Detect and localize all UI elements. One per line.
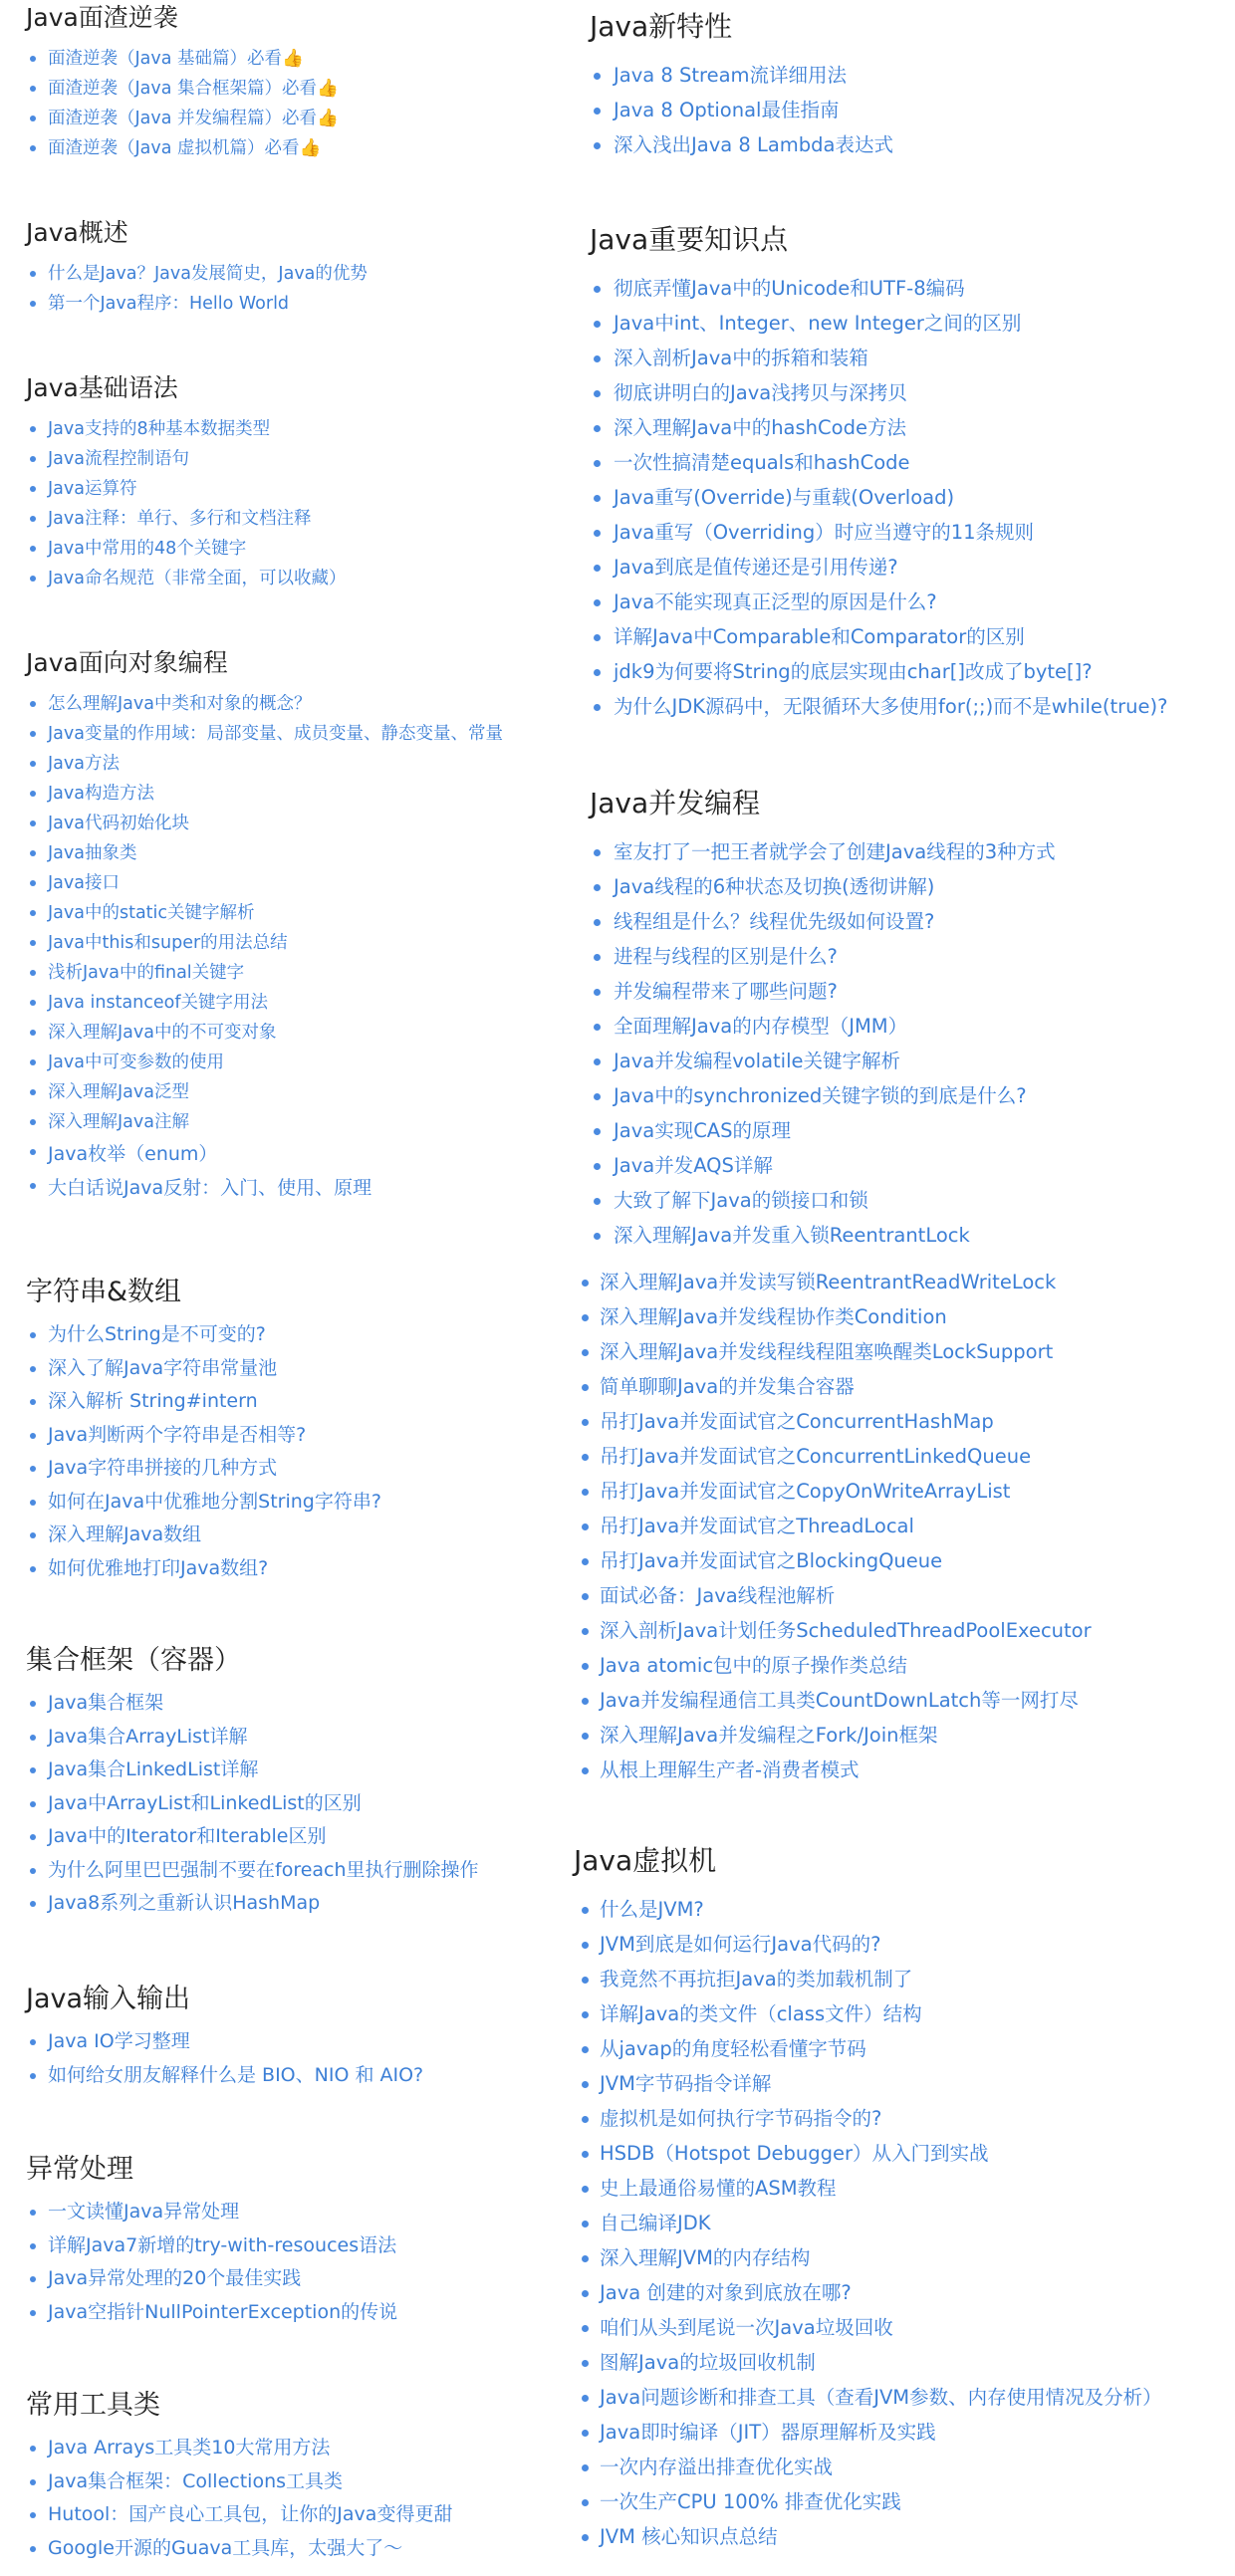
link-list [548,58,1235,162]
list-item[interactable] [548,1613,1235,1648]
article-link[interactable]: 吊打Java并发面试官之BlockingQueue [600,1549,943,1572]
article-link[interactable]: 深入理解Java泛型 [48,1082,189,1102]
article-link[interactable]: 深入理解Java并发读写锁ReentrantReadWriteLock [600,1271,1057,1293]
list-item[interactable] [548,974,1235,1009]
article-link[interactable]: Java中可变参数的使用 [48,1053,224,1072]
list-item[interactable] [548,1334,1235,1369]
list-item[interactable] [0,1854,548,1888]
article-link[interactable]: 吊打Java并发面试官之ConcurrentHashMap [600,1410,994,1433]
list-item[interactable] [548,515,1235,550]
list-item[interactable] [548,1113,1235,1148]
article-link[interactable]: 深入理解Java中的不可变对象 [48,1023,277,1043]
article-link[interactable]: Java异常处理的20个最佳实践 [48,2267,302,2289]
list-item[interactable] [0,2296,548,2330]
section-title: 字符串&数组 [26,1277,182,1307]
list-item[interactable] [548,93,1235,127]
article-link[interactable]: HSDB（Hotspot Debugger）从入门到实战 [600,2142,989,2165]
article-link[interactable]: Java IO学习整理 [48,2030,190,2052]
list-item[interactable] [0,1318,548,1352]
list-item[interactable] [0,1687,548,1721]
article-link[interactable]: 彻底弄懂Java中的Unicode和UTF-8编码 [614,277,965,300]
article-link[interactable]: 一次内存溢出排查优化实战 [600,2456,834,2478]
article-link[interactable]: 如何优雅地打印Java数组? [48,1556,269,1579]
list-item[interactable] [0,1820,548,1854]
section-java-concurrency [548,787,1235,1253]
article-link[interactable]: Java支持的8种基本数据类型 [48,419,271,439]
list-item[interactable] [0,1352,548,1386]
article-link[interactable]: JVM 核心知识点总结 [600,2525,778,2548]
list-item[interactable] [0,809,548,838]
section-exceptions [0,2154,548,2329]
article-link[interactable]: 大白话说Java反射：入门、使用、原理 [48,1177,372,1199]
article-link[interactable]: 为什么String是不可变的? [48,1323,266,1345]
list-item[interactable] [548,2519,1235,2554]
list-item[interactable] [0,2229,548,2263]
list-item[interactable] [0,1018,548,1048]
list-item[interactable] [0,444,548,474]
article-link[interactable]: Java实现CAS的原理 [614,1119,792,1142]
article-link[interactable]: jdk9为何要将String的底层实现由char[]改成了byte[]? [614,660,1093,683]
article-link[interactable]: 吊打Java并发面试官之ConcurrentLinkedQueue [600,1445,1032,1468]
article-link[interactable]: Java运算符 [48,479,137,499]
article-link[interactable]: 面渣逆袭（Java 集合框架篇）必看👍 [48,79,339,99]
article-link[interactable]: Java命名规范（非常全面，可以收藏） [48,569,347,588]
section-java-syntax [0,372,548,593]
article-link[interactable]: 一文读懂Java异常处理 [48,2201,240,2223]
article-link[interactable]: Java并发编程通信工具类CountDownLatch等一网打尽 [600,1689,1079,1712]
article-link[interactable]: Java判断两个字符串是否相等? [48,1423,307,1446]
article-link[interactable]: Java中的synchronized关键字锁的到底是什么? [614,1084,1027,1107]
article-link[interactable]: 大致了解下Java的锁接口和锁 [614,1189,868,1212]
section-string-array [0,1277,548,1585]
list-item[interactable] [548,1718,1235,1753]
article-link[interactable]: 一次生产CPU 100% 排查优化实践 [600,2490,901,2513]
list-item[interactable] [0,838,548,868]
article-link[interactable]: 深入理解Java并发编程之Fork/Join框架 [600,1724,938,1747]
article-link[interactable]: Java8系列之重新认识HashMap [48,1892,321,1914]
section-title: Java并发编程 [590,787,761,820]
list-item[interactable] [548,1439,1235,1474]
list-item[interactable] [0,1486,548,1520]
list-item[interactable] [548,2484,1235,2519]
article-link[interactable]: 面渣逆袭（Java 基础篇）必看👍 [48,49,304,69]
article-link[interactable]: Java集合框架：Collections工具类 [48,2469,344,2492]
list-item[interactable] [548,1648,1235,1683]
list-item[interactable] [0,1419,548,1453]
article-link[interactable]: 虚拟机是如何执行字节码指令的? [600,2107,882,2130]
list-item[interactable] [0,504,548,534]
list-item[interactable] [548,1369,1235,1404]
article-link[interactable]: Java instanceof关键字用法 [48,993,269,1013]
list-item[interactable] [548,1265,1235,1299]
article-link[interactable]: Hutool：国产良心工具包，让你的Java变得更甜 [48,2503,453,2525]
list-item[interactable] [0,133,548,163]
article-link[interactable]: Java注释：单行、多行和文档注释 [48,509,312,529]
article-link[interactable]: 吊打Java并发面试官之CopyOnWriteArrayList [600,1480,1011,1503]
list-item[interactable] [548,1299,1235,1334]
section-java-io [0,1984,548,2092]
list-item[interactable] [548,834,1235,869]
list-item[interactable] [548,2240,1235,2275]
article-link[interactable]: 如何给女朋友解释什么是 BIO、NIO 和 AIO? [48,2063,424,2086]
article-link[interactable]: Java流程控制语句 [48,449,189,469]
list-item[interactable] [548,2415,1235,2450]
link-list [0,2432,548,2565]
article-link[interactable]: Java枚举（enum） [48,1143,218,1165]
list-item[interactable] [0,1887,548,1921]
article-link[interactable]: 自己编译JDK [600,2212,711,2234]
list-item[interactable] [548,375,1235,410]
article-link[interactable]: 一次性搞清楚equals和hashCode [614,451,910,474]
article-link[interactable]: 彻底讲明白的Java浅拷贝与深拷贝 [614,381,907,404]
article-link[interactable]: Java线程的6种状态及切换(透彻讲解) [614,875,935,898]
link-list [0,414,548,593]
article-link[interactable]: 面渣逆袭（Java 虚拟机篇）必看👍 [48,138,322,158]
article-link[interactable]: 面渣逆袭（Java 并发编程篇）必看👍 [48,109,339,128]
list-item[interactable] [548,689,1235,724]
article-link[interactable]: 详解Java的类文件（class文件）结构 [600,2002,922,2025]
list-item[interactable] [548,550,1235,585]
article-link[interactable]: 深入剖析Java中的拆箱和装箱 [614,347,868,369]
list-item[interactable] [548,1543,1235,1578]
article-link[interactable]: 面试必备：Java线程池解析 [600,1584,836,1607]
article-link[interactable]: 全面理解Java的内存模型（JMM） [614,1015,908,1038]
article-link[interactable]: 我竟然不再抗拒Java的类加载机制了 [600,1968,913,1991]
article-link[interactable]: Java中ArrayList和LinkedList的区别 [48,1791,362,1814]
link-list [0,2025,548,2092]
list-item[interactable] [0,1754,548,1787]
list-item[interactable] [0,689,548,719]
list-item[interactable] [548,2171,1235,2206]
list-item[interactable] [0,534,548,564]
list-item[interactable] [548,2275,1235,2310]
section-jvm [548,1844,1235,2554]
article-link[interactable]: 史上最通俗易懂的ASM教程 [600,2177,837,2200]
list-item[interactable] [548,127,1235,162]
list-item[interactable] [548,1753,1235,1787]
section-java-overview [0,217,548,319]
list-item[interactable] [0,2532,548,2566]
link-list [548,834,1235,1253]
article-link[interactable]: 进程与线程的区别是什么? [614,945,838,968]
list-item[interactable] [548,2136,1235,2171]
article-link[interactable]: 线程组是什么？线程优先级如何设置? [614,910,935,933]
article-link[interactable]: 什么是Java？Java发展简史，Java的优势 [48,264,368,284]
article-link[interactable]: 深入解析 String#intern [48,1390,258,1412]
article-link[interactable]: 如何在Java中优雅地分割String字符串? [48,1490,381,1513]
article-link[interactable]: 并发编程带来了哪些问题? [614,980,838,1003]
list-item[interactable] [548,1148,1235,1183]
list-item[interactable] [0,74,548,104]
article-link[interactable]: Java不能实现真正泛型的原因是什么? [614,590,937,613]
article-link[interactable]: Java集合ArrayList详解 [48,1725,248,1748]
list-item[interactable] [0,2059,548,2093]
list-item[interactable] [548,654,1235,689]
list-item[interactable] [548,869,1235,904]
article-link[interactable]: 室友打了一把王者就学会了创建Java线程的3种方式 [614,840,1056,863]
article-link[interactable]: 详解Java7新增的try-with-resouces语法 [48,2233,397,2256]
list-item[interactable] [548,2101,1235,2136]
list-item[interactable] [548,1996,1235,2031]
article-link[interactable]: 为什么阿里巴巴强制不要在foreach里执行删除操作 [48,1858,479,1881]
article-link[interactable]: Google开源的Guava工具库，太强大了～ [48,2536,403,2559]
article-link[interactable]: Java 8 Optional最佳指南 [614,99,840,121]
section-title: Java新特性 [590,10,733,43]
list-item[interactable] [0,1385,548,1419]
list-item[interactable] [0,2465,548,2499]
article-link[interactable]: 什么是JVM? [600,1898,704,1921]
list-item[interactable] [0,1787,548,1821]
article-link[interactable]: Java方法 [48,754,120,774]
article-link[interactable]: 深入了解Java字符串常量池 [48,1356,278,1379]
list-item[interactable] [0,779,548,809]
article-link[interactable]: 深入理解Java并发线程协作类Condition [600,1305,947,1328]
section-tools [0,2390,548,2565]
list-item[interactable] [0,564,548,593]
article-link[interactable]: JVM到底是如何运行Java代码的? [600,1933,881,1956]
article-link[interactable]: Java集合框架 [48,1692,164,1714]
list-item[interactable] [0,2432,548,2465]
article-link[interactable]: 深入理解Java并发线程线程阻塞唤醒类LockSupport [600,1340,1054,1363]
list-item[interactable] [0,1519,548,1552]
section-title: Java重要知识点 [590,223,789,256]
list-item[interactable] [548,306,1235,341]
list-item[interactable] [0,749,548,779]
article-link[interactable]: JVM字节码指令详解 [600,2072,772,2095]
list-item[interactable] [548,480,1235,515]
article-link[interactable]: 深入理解JVM的内存结构 [600,2246,811,2269]
section-title: Java输入输出 [26,1984,191,2014]
list-item[interactable] [0,2196,548,2229]
section-title: 常用工具类 [26,2390,160,2421]
link-list [0,44,548,163]
list-item[interactable] [548,585,1235,619]
list-item[interactable] [0,1107,548,1137]
list-item[interactable] [0,898,548,928]
list-item[interactable] [548,2031,1235,2066]
section-title: Java基础语法 [26,373,178,402]
list-item[interactable] [0,988,548,1018]
article-link[interactable]: Java集合LinkedList详解 [48,1758,259,1780]
list-item[interactable] [0,2498,548,2532]
list-item[interactable] [548,445,1235,480]
list-item[interactable] [548,341,1235,375]
list-item[interactable] [548,1183,1235,1218]
list-item[interactable] [0,44,548,74]
section-java-new-features [548,10,1235,162]
link-list [548,1892,1235,2554]
section-title: Java面渣逆袭 [26,3,178,32]
list-item[interactable] [548,1509,1235,1543]
article-link[interactable]: Java并发AQS详解 [614,1154,773,1177]
article-link[interactable]: Java 8 Stream流详细用法 [614,64,848,87]
section-java-oop [0,647,548,1205]
section-title: Java虚拟机 [574,1844,717,1877]
article-link[interactable]: Java重写(Override)与重载(Overload) [614,486,955,509]
list-item[interactable] [548,2450,1235,2484]
list-item[interactable] [0,414,548,444]
list-item[interactable] [548,2380,1235,2415]
article-link[interactable]: 简单聊聊Java的并发集合容器 [600,1375,855,1398]
article-link[interactable]: Java中常用的48个关键字 [48,539,247,559]
article-link[interactable]: Java代码初始化块 [48,814,189,833]
article-link[interactable]: Java问题诊断和排查工具（查看JVM参数、内存使用情况及分析） [600,2386,1162,2409]
list-item[interactable] [548,1078,1235,1113]
link-list [0,2196,548,2329]
article-link[interactable]: 浅析Java中的final关键字 [48,963,245,983]
article-link[interactable]: Java中int、Integer、new Integer之间的区别 [614,312,1022,335]
section-java-concurrency-continued [548,1265,1235,1787]
article-link[interactable]: 第一个Java程序：Hello World [48,294,290,314]
article-link[interactable]: Java重写（Overriding）时应当遵守的11条规则 [614,521,1035,544]
list-item[interactable] [548,1044,1235,1078]
article-link[interactable]: Java并发编程volatile关键字解析 [614,1050,901,1072]
link-list [0,259,548,319]
section-java-key-points [548,223,1235,724]
list-item[interactable] [0,868,548,898]
article-link[interactable]: Java atomic包中的原子操作类总结 [600,1654,908,1677]
article-link[interactable]: 咱们从头到尾说一次Java垃圾回收 [600,2316,893,2339]
list-item[interactable] [548,58,1235,93]
article-link[interactable]: 为什么JDK源码中，无限循环大多使用for(;;)而不是while(true)? [614,695,1168,718]
article-link[interactable]: Java即时编译（JIT）器原理解析及实践 [600,2421,936,2444]
list-item[interactable] [0,2025,548,2059]
article-link[interactable]: 详解Java中Comparable和Comparator的区别 [614,625,1025,648]
list-item[interactable] [548,1578,1235,1613]
list-item[interactable] [0,1077,548,1107]
article-link[interactable]: Java构造方法 [48,784,154,804]
list-item[interactable] [0,1137,548,1171]
article-link[interactable]: Java空指针NullPointerException的传说 [48,2300,398,2323]
list-item[interactable] [548,1892,1235,1927]
link-list [548,271,1235,724]
list-item[interactable] [0,1721,548,1755]
article-link[interactable]: Java中this和super的用法总结 [48,933,288,953]
article-link[interactable]: 深入理解Java数组 [48,1523,202,1545]
article-link[interactable]: Java中的static关键字解析 [48,903,255,923]
article-link[interactable]: 从javap的角度轻松看懂字节码 [600,2037,866,2060]
list-item[interactable] [548,1962,1235,1996]
list-item[interactable] [548,1404,1235,1439]
link-list [0,689,548,1205]
list-item[interactable] [0,474,548,504]
list-item[interactable] [0,1171,548,1205]
list-item[interactable] [548,1683,1235,1718]
section-title: 集合框架（容器） [26,1645,241,1676]
article-link[interactable]: 深入理解Java中的hashCode方法 [614,416,906,439]
list-item[interactable] [548,619,1235,654]
section-java-mianzha [0,2,548,163]
link-list [0,1318,548,1585]
list-item[interactable] [548,1927,1235,1962]
section-title: Java概述 [26,218,128,247]
list-item[interactable] [0,259,548,289]
section-collections [0,1645,548,1921]
list-item[interactable] [548,410,1235,445]
list-item[interactable] [0,2262,548,2296]
article-link[interactable]: Java接口 [48,873,120,893]
article-link[interactable]: Java Arrays工具类10大常用方法 [48,2437,331,2459]
list-item[interactable] [0,1048,548,1077]
list-item[interactable] [548,1009,1235,1044]
section-title: Java面向对象编程 [26,648,228,677]
article-link[interactable]: Java 创建的对象到底放在哪? [600,2281,852,2304]
list-item[interactable] [0,1552,548,1586]
article-link[interactable]: 怎么理解Java中类和对象的概念？ [48,694,312,714]
list-item[interactable] [548,2206,1235,2240]
section-title: 异常处理 [26,2154,133,2185]
list-item[interactable] [548,2345,1235,2380]
list-item[interactable] [548,2066,1235,2101]
list-item[interactable] [548,939,1235,974]
article-link[interactable]: Java变量的作用域：局部变量、成员变量、静态变量、常量 [48,724,503,744]
article-link[interactable]: 深入浅出Java 8 Lambda表达式 [614,133,894,156]
link-list [0,1687,548,1921]
article-link[interactable]: Java抽象类 [48,843,137,863]
article-link[interactable]: 深入理解Java注解 [48,1112,189,1132]
list-item[interactable] [548,904,1235,939]
article-link[interactable]: Java中的Iterator和Iterable区别 [48,1825,327,1847]
article-link[interactable]: Java到底是值传递还是引用传递? [614,556,898,579]
list-item[interactable] [548,1474,1235,1509]
list-item[interactable] [548,271,1235,306]
list-item[interactable] [548,2310,1235,2345]
article-link[interactable]: 深入理解Java并发重入锁ReentrantLock [614,1224,970,1247]
article-link[interactable]: 深入剖析Java计划任务ScheduledThreadPoolExecutor [600,1619,1092,1642]
list-item[interactable] [0,958,548,988]
list-item[interactable] [0,1452,548,1486]
link-list [548,1265,1235,1787]
list-item[interactable] [0,104,548,133]
article-link[interactable]: 吊打Java并发面试官之ThreadLocal [600,1515,914,1537]
list-item[interactable] [548,1218,1235,1253]
article-link[interactable]: 从根上理解生产者-消费者模式 [600,1758,860,1781]
list-item[interactable] [0,928,548,958]
article-link[interactable]: Java字符串拼接的几种方式 [48,1457,278,1479]
list-item[interactable] [0,289,548,319]
list-item[interactable] [0,719,548,749]
article-link[interactable]: 图解Java的垃圾回收机制 [600,2351,816,2374]
